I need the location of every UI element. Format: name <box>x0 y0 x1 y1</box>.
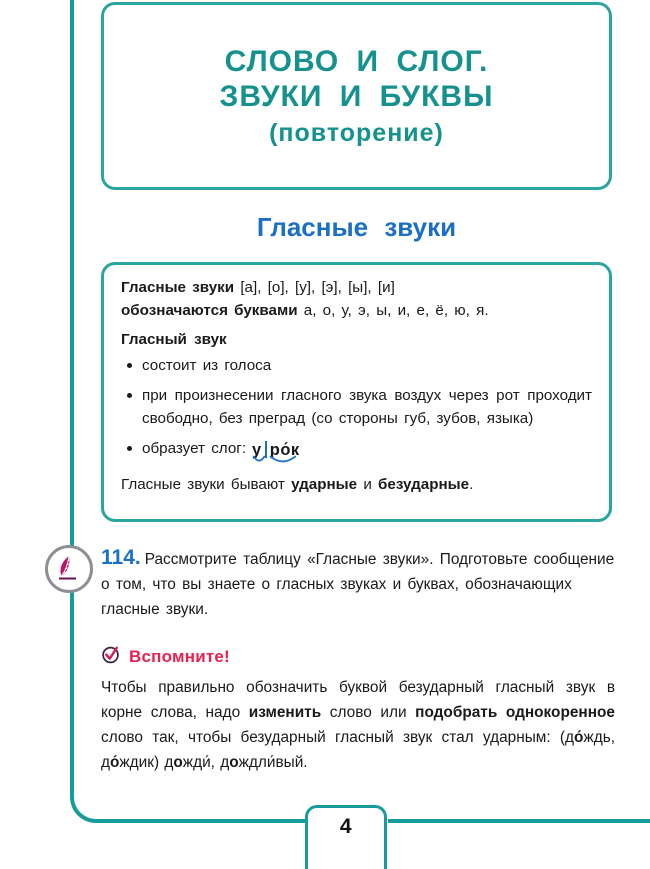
quill-pen-icon <box>45 545 93 593</box>
chapter-title-box <box>101 2 612 190</box>
rule-bullet-3-text <box>142 438 592 463</box>
chapter-title-line-1: СЛОВО И СЛОГ. <box>224 44 489 78</box>
remember-text-6: жди́, д <box>182 753 230 771</box>
rule-closing-paragraph <box>121 473 592 496</box>
remember-example-bold-3: о <box>173 753 183 771</box>
remember-body <box>101 676 615 776</box>
remember-bold-1: изменить <box>248 703 322 721</box>
rule-bullet-1 <box>121 355 592 378</box>
rule-closing-bold-1: ударные <box>291 476 358 494</box>
rule-closing-bold-2: безударные <box>378 476 470 494</box>
bullet-dot-icon <box>127 393 132 398</box>
remember-bold-2: подобрать однокоренное <box>415 703 615 721</box>
rule-closing-plain-1: Гласные звуки бывают <box>121 476 292 494</box>
remember-text-7: ждли́вый. <box>238 753 308 771</box>
rule-closing-plain-2: и <box>357 476 379 494</box>
chapter-title-line-2: ЗВУКИ И БУКВЫ <box>219 80 494 114</box>
rule-intro-bold-2: обозначаются буквами <box>121 302 298 320</box>
syllable-arc-icons <box>252 455 300 467</box>
remember-text-4: ждь, д <box>101 728 615 771</box>
bullet-dot-icon <box>127 363 132 368</box>
rule-bullet-2-text: при произнесении гласного звука воздух через рот проходит свободно, без преград (со стороны губ, зубов, языка) <box>142 386 592 427</box>
page-number-box <box>305 805 387 869</box>
syllable-part-1: у <box>252 440 262 459</box>
remember-heading <box>101 645 230 669</box>
remember-text-5: ждик) д <box>119 753 174 771</box>
rule-bullet-2 <box>121 385 592 431</box>
syllable-part-2: ро́к <box>269 440 300 459</box>
footer-rule-right <box>388 819 650 823</box>
syllable-scheme <box>252 438 300 463</box>
exercise-114 <box>101 546 615 623</box>
page-number: 4 <box>339 815 353 838</box>
chapter-title-line-3: (повторение) <box>269 118 444 147</box>
check-circle-icon <box>101 645 120 669</box>
rule-bullet-3 <box>121 438 592 463</box>
section-heading: Гласные звуки <box>256 212 457 242</box>
remember-text-1: Чтобы правильно обозначить буквой безударный гласный звук в корне слова, надо <box>101 679 615 721</box>
exercise-number: 114. <box>101 546 141 569</box>
rule-intro-paragraph <box>121 276 592 322</box>
exercise-text: Рассмотрите таблицу «Гласные звуки». Подготовьте сообщение о том, что вы знаете о гласных звуках и буквах, обозначающих гласные звуки. <box>101 551 615 618</box>
remember-label: Вспомните! <box>129 647 230 666</box>
rule-subheading: Гласный звук <box>121 331 227 349</box>
remember-example-accent-2: о́ <box>109 753 120 771</box>
bullet-dot-icon <box>127 446 132 451</box>
rule-bullet-1-text: состоит из голоса <box>142 357 272 375</box>
rule-intro-rest-1: [а], [о], [у], [э], [ы], [и] <box>234 279 395 296</box>
rule-intro-bold-1: Гласные звуки <box>121 279 235 296</box>
remember-text-2: слово или <box>321 703 416 721</box>
remember-text-3: слово так, чтобы безударный гласный звук стал ударным: (д <box>101 728 575 746</box>
rule-box <box>101 262 612 522</box>
rule-bullet-3-label: образует слог: <box>142 439 247 457</box>
rule-closing-plain-3: . <box>469 476 474 494</box>
rule-intro-rest-2: а, о, у, э, ы, и, е, ё, ю, я. <box>297 302 489 320</box>
remember-example-bold-4: о <box>229 753 239 771</box>
remember-example-accent-1: о́ <box>574 728 584 746</box>
